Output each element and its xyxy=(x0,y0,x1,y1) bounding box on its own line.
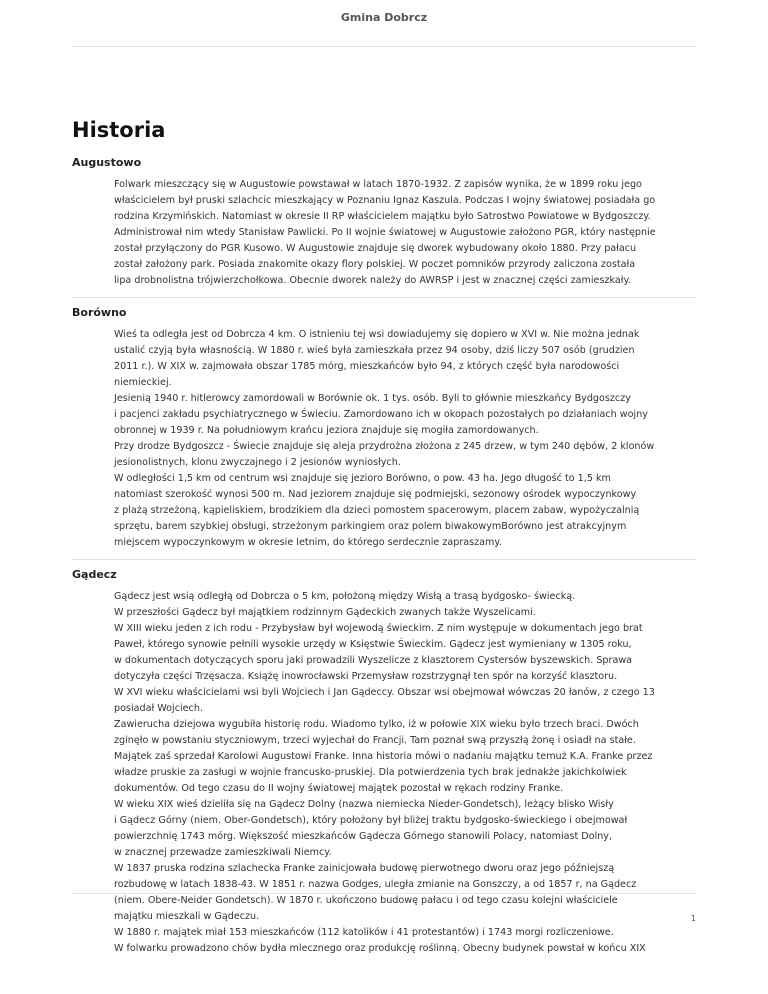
sections-container xyxy=(72,156,696,957)
text-line: posiadał Wojciech. xyxy=(114,703,203,714)
section-body xyxy=(114,177,696,289)
text-line: W wieku XIX wieś dzieliła się na Gądecz Dolny (nazwa niemiecka Nieder-Gondetsch), leżący blisko Wisły xyxy=(114,799,614,810)
text-line: obronnej w 1939 r. Na południowym krańcu jeziora znajduje się mogiła zamordowanych. xyxy=(114,425,539,436)
text-line: W XVI wieku właścicielami wsi byli Wojciech i Jan Gądeccy. Obszar wsi obejmował wówczas 20 łanów, z czego 13 xyxy=(114,687,655,698)
text-line: majątku mieszkali w Gądeczu. xyxy=(114,911,260,922)
page-header xyxy=(72,0,696,47)
page-footer xyxy=(72,893,696,924)
text-line: natomiast szerokość wynosi 500 m. Nad jeziorem znajduje się podmiejski, sezonowy ośrodek wypoczynkowy xyxy=(114,489,637,500)
text-line: Paweł, którego synowie pełnili wysokie urzędy w Księstwie Świeckim. Gądecz jest wymieniany w 1305 roku, xyxy=(114,639,632,650)
text-line: sprzętu, barem szybkiej obsługi, strzeżonym parkingiem oraz polem biwakowymBorówno jest atrakcyjnym xyxy=(114,521,627,532)
text-line: ustalić czyją była własnością. W 1880 r. wieś była zamieszkała przez 94 osoby, dziś liczy 507 osób (grudzien xyxy=(114,345,635,356)
text-line: W odległości 1,5 km od centrum wsi znajduje się jezioro Borówno, o pow. 43 ha. Jego długość to 1,5 km xyxy=(114,473,611,484)
site-title: Gmina Dobrcz xyxy=(340,11,428,24)
section-heading: Augustowo xyxy=(72,156,142,169)
text-line: Majątek zaś sprzedał Karolowi Augustowi Franke. Inna historia mówi o nadaniu majątku temuż K.A. Franke przez xyxy=(114,751,653,762)
text-line: W XIII wieku jeden z ich rodu - Przybysław był wojewodą świeckim. Z nim występuje w dokumentach jego brat xyxy=(114,623,643,634)
text-line: Jesienią 1940 r. hitlerowcy zamordowali w Borównie ok. 1 tys. osób. Byli to głównie mieszkańcy Bydgoszczy xyxy=(114,393,631,404)
text-line: Administrował nim wtedy Stanisław Pawlicki. Po II wojnie światowej w Augustowie założono PGR, który następnie xyxy=(114,227,656,238)
text-line: dotyczyła części Trzęsacza. Książę inowrocławski Przemysław rozstrzygnął ten spór na korzyść klasztoru. xyxy=(114,671,618,682)
text-line: (niem. Obere-Neider Gondetsch). W 1870 r. ukończono budowę pałacu i od tego czasu kolejni właściciele xyxy=(114,895,618,906)
text-line: władze pruskie za zasługi w wojnie francusko-pruskiej. Dla potwierdzenia tych brak jednakże jakichkolwiek xyxy=(114,767,627,778)
text-line: Wieś ta odległa jest od Dobrcza 4 km. O istnieniu tej wsi dowiadujemy się dopiero w XVI w. Nie można jednak xyxy=(114,329,640,340)
text-line: i pacjenci zakładu psychiatrycznego w Świeciu. Zamordowano ich w okopach pozostałych po działaniach wojny xyxy=(114,409,648,420)
text-line: Gądecz jest wsią odległą od Dobrcza o 5 km, położoną między Wisłą a trasą bydgosko- świecką. xyxy=(114,591,576,602)
section-body xyxy=(114,327,696,551)
text-line: niemieckiej. xyxy=(114,377,172,388)
text-line: w dokumentach dotyczących sporu jaki prowadzili Wyszelicze z klasztorem Cystersów byszewskich. Sprawa xyxy=(114,655,633,666)
text-line: W przeszłości Gądecz był majątkiem rodzinnym Gądeckich zwanych także Wyszelicami. xyxy=(114,607,536,618)
section-heading: Borówno xyxy=(72,306,127,319)
history-section xyxy=(72,156,696,289)
text-line: Zawierucha dziejowa wygubiła historię rodu. Wiadomo tylko, iż w połowie XIX wieku było trzech braci. Dwóch xyxy=(114,719,639,730)
text-line: i Gądecz Górny (niem. Ober-Gondetsch), który położony był bliżej traktu bydgosko-świeckiego i obejmował xyxy=(114,815,628,826)
text-line: jesionolistnych, klonu zwyczajnego i 2 jesionów wyniosłych. xyxy=(114,457,401,468)
text-line: zginęło w powstaniu styczniowym, trzeci wyjechał do Francji. Tam poznał swą przyszłą żonę i osiadł na stałe. xyxy=(114,735,636,746)
text-line: w znacznej przewadze zamieszkiwali Niemcy. xyxy=(114,847,332,858)
text-line: lipa drobnolistna trójwierzchołkowa. Obecnie dworek należy do AWRSP i jest w znacznej części zamieszkały. xyxy=(114,275,631,286)
text-line: W 1837 pruska rodzina szlachecka Franke zainicjowała budowę pierwotnego dworu oraz jego późniejszą xyxy=(114,863,615,874)
text-line: z plażą strzeżoną, kąpieliskiem, brodzikiem dla dzieci pomostem spacerowym, placem zabaw, wypożyczalnią xyxy=(114,505,640,516)
text-line: został przyłączony do PGR Kusowo. W Augustowie znajduje się dworek wybudowany około 1880. Przy pałacu xyxy=(114,243,637,254)
text-line: rodzina Krzymińskich. Natomiast w okresie II RP właścicielem majątku było Satrostwo Powiatowe w Bydgoszczy. xyxy=(114,211,651,222)
page-number: 1 xyxy=(690,914,696,923)
text-line: Folwark mieszczący się w Augustowie powstawał w latach 1870-1932. Z zapisów wynika, że w 1899 roku jego xyxy=(114,179,642,190)
text-line: W folwarku prowadzono chów bydła mlecznego oraz produkcję roślinną. Obecny budynek powstał w końcu XIX xyxy=(114,943,646,954)
text-line: W 1880 r. majątek miał 153 mieszkańców (112 katolików i 41 protestantów) i 1743 morgi rozliczeniowe. xyxy=(114,927,614,938)
main-content xyxy=(72,118,696,965)
section-heading: Gądecz xyxy=(72,568,117,581)
text-line: właścicielem był pruski szlachcic mieszkający w Poznaniu Ignaz Kaszula. Podczas I wojny światowej posiadała go xyxy=(114,195,656,206)
text-line: Przy drodze Bydgoszcz - Świecie znajduje się aleja przydrożna złożona z 245 drzew, w tym 240 dębów, 2 klonów xyxy=(114,441,655,452)
history-section xyxy=(72,297,696,551)
text-line: rozbudowę w latach 1838-43. W 1851 r. nazwa Godges, uległa zmianie na Gonszczy, a od 1857 r, na Gądecz xyxy=(114,879,637,890)
text-line: miejscem wypoczynkowym w okresie letnim, do którego serdecznie zapraszamy. xyxy=(114,537,502,548)
text-line: dokumentów. Od tego czasu do II wojny światowej majątek pozostał w rękach rodziny Franke. xyxy=(114,783,564,794)
text-line: został założony park. Posiada znakomite okazy flory polskiej. W poczet pomników przyrody zaliczona została xyxy=(114,259,636,270)
page-title: Historia xyxy=(72,118,166,142)
text-line: 2011 r.). W XIX w. zajmowała obszar 1785 mórg, mieszkańców było 94, z których część była narodowości xyxy=(114,361,620,372)
text-line: powierzchnię 1743 mórg. Większość mieszkańców Gądecza Górnego stanowili Polacy, natomiast Dolny, xyxy=(114,831,613,842)
